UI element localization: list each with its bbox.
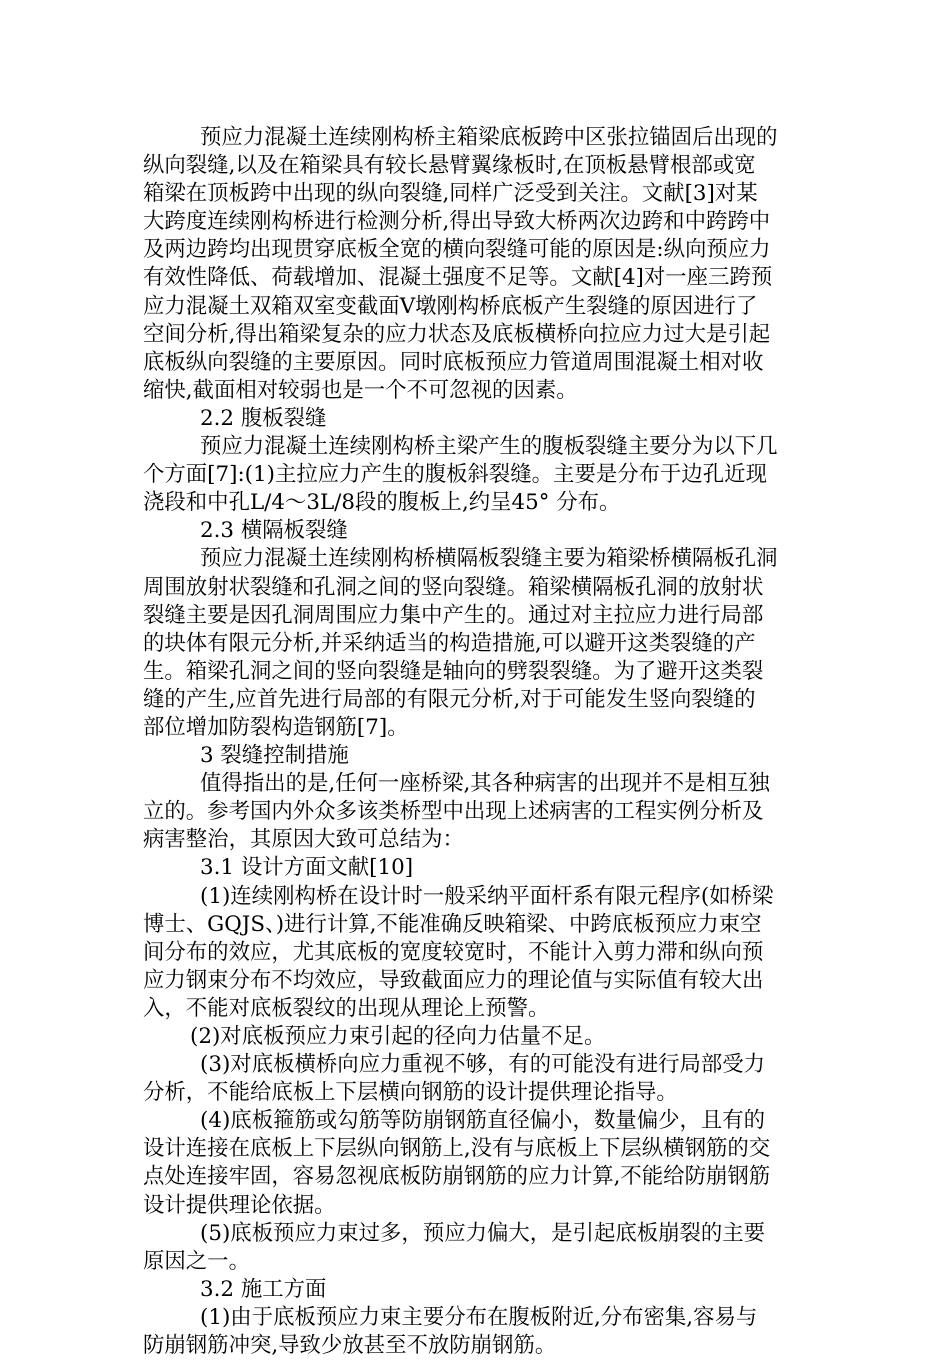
text-line: 博士、GQJS、)进行计算,不能准确反映箱梁、中跨底板预应力束空 xyxy=(143,911,762,937)
text-line: 设计提供理论依据。 xyxy=(143,1192,336,1218)
text-line: (3)对底板横桥向应力重视不够，有的可能没有进行局部受力 xyxy=(200,1052,766,1078)
text-line: (1)由于底板预应力束主要分布在腹板附近,分布密集,容易与 xyxy=(200,1304,758,1330)
text-line: 立的。参考国内外众多该类桥型中出现上述病害的工程实例分析及 xyxy=(143,799,764,825)
text-line: 病害整治，其原因大致可总结为： xyxy=(143,827,464,853)
text-line: 预应力混凝土连续刚构桥主梁产生的腹板裂缝主要分为以下几 xyxy=(200,434,778,460)
text-line: 值得指出的是,任何一座桥梁,其各种病害的出现并不是相互独 xyxy=(200,771,770,797)
text-line: 箱梁在顶板跨中出现的纵向裂缝,同样广泛受到关注。文献[3]对某 xyxy=(143,181,758,207)
text-line: 大跨度连续刚构桥进行检测分析,得出导致大桥两次边跨和中跨跨中 xyxy=(143,209,771,235)
text-line: 设计连接在底板上下层纵向钢筋上,没有与底板上下层纵横钢筋的交 xyxy=(143,1136,771,1162)
text-line: (5)底板预应力束过多，预应力偏大，是引起底板崩裂的主要 xyxy=(200,1220,766,1246)
text-line: 原因之一。 xyxy=(143,1248,250,1274)
text-line: 个方面[7]:(1)主拉应力产生的腹板斜裂缝。主要是分布于边孔近现 xyxy=(143,462,767,488)
text-line: (1)连续刚构桥在设计时一般采纳平面杆系有限元程序(如桥梁 xyxy=(200,883,774,909)
text-line: 有效性降低、荷载增加、混凝土强度不足等。文献[4]对一座三跨预 xyxy=(143,265,773,291)
text-line: 底板纵向裂缝的主要原因。同时底板预应力管道周围混凝土相对收 xyxy=(143,349,764,375)
text-line: 防崩钢筋冲突,导致少放甚至不放防崩钢筋。 xyxy=(143,1333,557,1359)
text-line: 2.3 横隔板裂缝 xyxy=(200,518,348,544)
text-line: 间分布的效应，尤其底板的宽度较宽时，不能计入剪力滞和纵向预 xyxy=(143,939,764,965)
text-line: 3.1 设计方面文献[10] xyxy=(200,855,414,881)
text-line: 空间分析,得出箱梁复杂的应力状态及底板横桥向拉应力过大是引起 xyxy=(143,321,771,347)
text-line: 及两边跨均出现贯穿底板全宽的横向裂缝可能的原因是:纵向预应力 xyxy=(143,237,771,263)
text-line: 缩快,截面相对较弱也是一个不可忽视的因素。 xyxy=(143,377,578,403)
text-line: 部位增加防裂构造钢筋[7]。 xyxy=(143,714,409,740)
text-line: 2.2 腹板裂缝 xyxy=(200,405,327,431)
text-line: 入，不能对底板裂纹的出现从理论上预警。 xyxy=(143,995,550,1021)
text-line: 应力混凝土双箱双室变截面Ⅴ墩刚构桥底板产生裂缝的原因进行了 xyxy=(143,293,758,319)
text-line: 预应力混凝土连续刚构桥主箱梁底板跨中区张拉锚固后出现的 xyxy=(200,125,778,150)
text-line: 点处连接牢固，容易忽视底板防崩钢筋的应力计算,不能给防崩钢筋 xyxy=(143,1164,771,1190)
text-line: 应力钢束分布不均效应，导致截面应力的理论值与实际值有较大出 xyxy=(143,967,764,993)
text-line: 缝的产生,应首先进行局部的有限元分析,对于可能发生竖向裂缝的 xyxy=(143,686,756,712)
text-line: 3 裂缝控制措施 xyxy=(200,743,349,769)
text-line: 预应力混凝土连续刚构桥横隔板裂缝主要为箱梁桥横隔板孔洞 xyxy=(200,546,778,572)
text-line: (4)底板箍筋或勾筋等防崩钢筋直径偏小，数量偏少，且有的 xyxy=(200,1108,766,1134)
text-line: 分析，不能给底板上下层横向钢筋的设计提供理论指导。 xyxy=(143,1080,678,1106)
text-line: (2)对底板预应力束引起的径向力估量不足。 xyxy=(190,1024,606,1049)
text-line: 生。箱梁孔洞之间的竖向裂缝是轴向的劈裂裂缝。为了避开这类裂 xyxy=(143,658,764,684)
text-line: 纵向裂缝,以及在箱梁具有较长悬臂翼缘板时,在顶板悬臂根部或宽 xyxy=(143,153,756,179)
document-body xyxy=(143,124,808,1360)
text-line: 的块体有限元分析,并采纳适当的构造措施,可以避开这类裂缝的产 xyxy=(143,630,756,656)
text-line: 周围放射状裂缝和孔洞之间的竖向裂缝。箱梁横隔板孔洞的放射状 xyxy=(143,574,764,600)
text-line: 浇段和中孔L/4～3L/8段的腹板上,约呈45° 分布。 xyxy=(143,490,621,516)
text-line: 裂缝主要是因孔洞周围应力集中产生的。通过对主拉应力进行局部 xyxy=(143,602,764,628)
text-line: 3.2 施工方面 xyxy=(200,1276,327,1302)
